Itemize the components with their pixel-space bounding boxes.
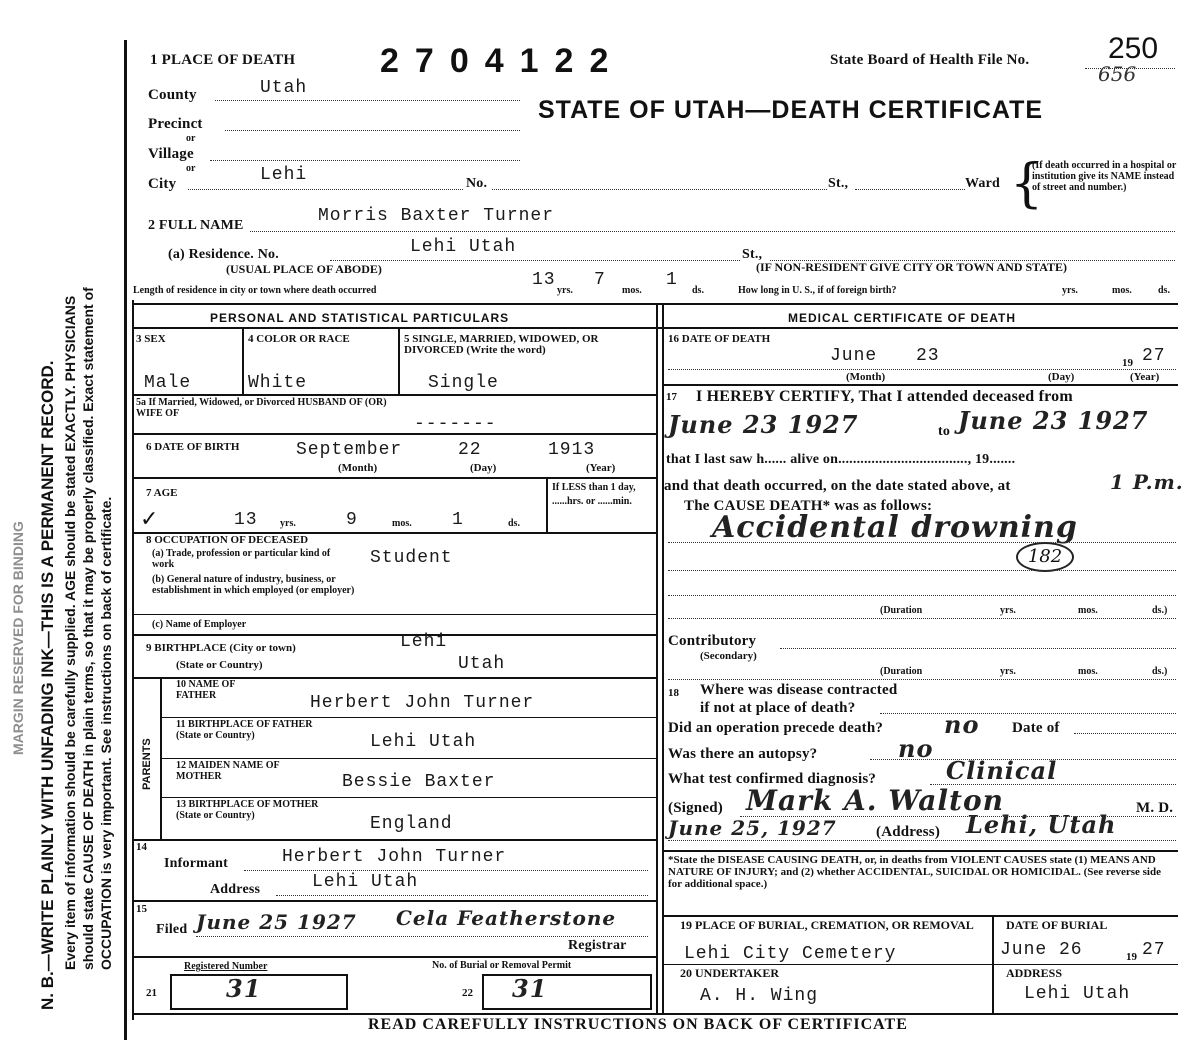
- age-years: 13: [234, 510, 258, 530]
- age-days: 1: [452, 510, 464, 530]
- attended-to-label: to: [938, 424, 951, 439]
- file-no-label: State Board of Health File No.: [830, 52, 1030, 68]
- row-divider-5: [132, 614, 656, 615]
- burial-place-label: 19 PLACE OF BURIAL, CREMATION, OR REMOVAL: [680, 918, 974, 932]
- duration-label-2: (Duration: [880, 666, 923, 677]
- certificate-title: STATE OF UTAH—DEATH CERTIFICATE: [538, 96, 1044, 124]
- residence-length-yrs: 13: [532, 270, 556, 290]
- md-label: M. D.: [1136, 800, 1174, 816]
- occupation-b-label: (b) General nature of industry, business, or establishment in which employed (or employer): [152, 574, 355, 596]
- or-2: or: [186, 163, 196, 174]
- place-of-death-label: 1 PLACE OF DEATH: [150, 52, 296, 68]
- age-checkmark: ✓: [140, 506, 159, 531]
- certify-number: 17: [666, 391, 677, 403]
- last-saw-text: that I last saw h...... alive on..................................., 19.......: [666, 452, 1016, 467]
- birthplace-label: 9 BIRTHPLACE (City or town): [146, 642, 296, 654]
- duration-ds-2: ds.): [1152, 666, 1168, 677]
- row-divider-1: [132, 394, 656, 396]
- row-divider-2: [132, 433, 656, 435]
- spouse-value: -------: [414, 414, 497, 434]
- date-of-death-label: 16 DATE OF DEATH: [668, 333, 771, 345]
- row-divider-11: [132, 839, 656, 841]
- ward-label: Ward: [965, 176, 1001, 191]
- father-name: Herbert John Turner: [310, 693, 535, 713]
- residence-value: Lehi Utah: [410, 237, 517, 257]
- dob-label: 6 DATE OF BIRTH: [146, 441, 240, 453]
- burial-year-prefix: 19: [1126, 951, 1137, 963]
- certificate-number: 2704122: [380, 42, 625, 80]
- dod-year-prefix: 19: [1122, 357, 1133, 369]
- med-row-divider-3: [662, 915, 1178, 917]
- duration-yrs-2: yrs.: [1000, 666, 1016, 677]
- med-row-divider-4: [662, 964, 1178, 965]
- physician-signature: Mark A. Walton: [746, 784, 1005, 817]
- registrar-label: Registrar: [568, 938, 627, 953]
- address-line: [668, 840, 1176, 841]
- age-days-label: ds.: [508, 518, 520, 529]
- informant-address-line: [276, 895, 648, 896]
- dob-month: September: [296, 440, 403, 460]
- hospital-note: (If death occurred in a hospital or institution give its NAME instead of street and number.): [1032, 160, 1177, 193]
- residence-label: (a) Residence. No.: [168, 247, 279, 262]
- cause-code-circle: 182: [1016, 542, 1074, 572]
- side-note-line4: OCCUPATION is very important. See instructions on back of certificate.: [98, 496, 114, 970]
- duration-line-2: [668, 679, 1176, 680]
- county-line: [215, 100, 520, 101]
- operation-date-label: Date of: [1012, 720, 1060, 736]
- duration-mos-2: mos.: [1078, 666, 1098, 677]
- precinct-line: [225, 130, 520, 131]
- registered-number-value: 31: [226, 974, 262, 1003]
- father-birthplace-label: 11 BIRTHPLACE OF FATHER (State or Country): [176, 719, 313, 741]
- q18-text-b: if not at place of death?: [700, 700, 856, 716]
- q18-line: [880, 713, 1176, 714]
- left-frame-line-inner: [132, 300, 134, 1020]
- side-note-line2: Every item of information should be carefully supplied. AGE should be stated EXACTLY. PHYSICIANS: [62, 295, 78, 970]
- signed-line: [740, 816, 1176, 817]
- header-divider: [132, 303, 1178, 305]
- marital-value: Single: [428, 373, 499, 393]
- residence-length-mos: 7: [594, 270, 606, 290]
- undertaker-address-label: ADDRESS: [1006, 966, 1063, 980]
- full-name-value: Morris Baxter Turner: [318, 206, 555, 226]
- dob-day-caption: (Day): [470, 462, 497, 474]
- row-divider-12: [132, 900, 656, 902]
- burial-permit-value: 31: [512, 974, 548, 1003]
- city-value: Lehi: [260, 165, 308, 185]
- street-no-line: [492, 189, 827, 190]
- side-note-line3: should state CAUSE OF DEATH in plain terms, so that it may be properly classified. Exact statement of: [80, 287, 96, 970]
- residence-st-label: St.,: [742, 247, 763, 262]
- informant-value: Herbert John Turner: [282, 847, 507, 867]
- registrar-signature: Cela Featherstone: [396, 906, 617, 930]
- marital-label: 5 SINGLE, MARRIED, WIDOWED, OR DIVORCED (Write the word): [404, 333, 599, 356]
- village-line: [210, 160, 520, 161]
- med-row-divider-1: [662, 384, 1178, 386]
- dod-day: 23: [916, 346, 940, 366]
- us-length-label: How long in U. S., if of foreign birth?: [738, 285, 897, 296]
- sex-value: Male: [144, 373, 192, 393]
- row-divider-6: [132, 634, 656, 636]
- dob-year: 1913: [548, 440, 596, 460]
- death-time: 1 P.m.: [1110, 470, 1184, 494]
- signed-label: (Signed): [668, 800, 723, 816]
- occupation-value: Student: [370, 548, 453, 568]
- operation-answer: no: [944, 710, 980, 739]
- color-marital-divider: [398, 327, 400, 394]
- left-frame-line: [124, 40, 127, 1040]
- cause-of-death: Accidental drowning: [712, 510, 1078, 545]
- medical-section-title: MEDICAL CERTIFICATE OF DEATH: [788, 311, 1016, 325]
- us-mos-label: mos.: [1112, 285, 1132, 296]
- residence-length-mos-label: mos.: [622, 285, 642, 296]
- side-note-line1: N. B.—WRITE PLAINLY WITH UNFADING INK—THIS IS A PERMANENT RECORD.: [38, 360, 57, 1010]
- row-divider-13: [132, 956, 656, 958]
- cause-line-2: [668, 570, 1176, 571]
- street-label: St.,: [828, 176, 849, 191]
- mother-birthplace-label: 13 BIRTHPLACE OF MOTHER (State or Country): [176, 799, 319, 821]
- operation-date-line: [1074, 733, 1176, 734]
- informant-number: 14: [136, 841, 147, 853]
- dob-day: 22: [458, 440, 482, 460]
- dod-month: June: [830, 346, 878, 366]
- burial-permit-box: [482, 974, 652, 1010]
- filed-line: [196, 936, 648, 937]
- spouse-label: 5a If Married, Widowed, or Divorced HUSBAND OF (OR) WIFE OF: [136, 397, 387, 419]
- precinct-label: Precinct: [148, 116, 203, 132]
- county-value: Utah: [260, 78, 308, 98]
- dod-month-caption: (Month): [846, 371, 886, 383]
- residence-length-ds: 1: [666, 270, 678, 290]
- duration-label-1: (Duration: [880, 605, 923, 616]
- file-no-dots: [1085, 68, 1175, 69]
- us-yrs-label: yrs.: [1062, 285, 1078, 296]
- file-number-handwritten: 656: [1098, 62, 1137, 86]
- nonresident-note: (IF NON-RESIDENT GIVE CITY OR TOWN AND STATE): [756, 260, 1068, 274]
- footer-instructions: READ CAREFULLY INSTRUCTIONS ON BACK OF CERTIFICATE: [368, 1016, 908, 1033]
- lessthan-divider: [546, 477, 548, 532]
- q18-text: Where was disease contracted: [700, 682, 898, 698]
- certify-text: I HEREBY CERTIFY, That I attended deceased from: [696, 388, 1073, 405]
- street-line: [855, 189, 965, 190]
- burial-place: Lehi City Cemetery: [684, 944, 897, 964]
- informant-address: Lehi Utah: [312, 872, 419, 892]
- cause-line-3: [668, 595, 1176, 596]
- contributory-label: Contributory: [668, 633, 757, 649]
- sex-label: 3 SEX: [136, 333, 166, 345]
- parents-label: PARENTS: [141, 738, 153, 790]
- birthplace-state: Utah: [458, 654, 506, 674]
- mother-name-label: 12 MAIDEN NAME OF MOTHER: [176, 760, 280, 782]
- margin-binding-note: MARGIN RESERVED FOR BINDING: [10, 521, 26, 755]
- filed-number: 15: [136, 903, 147, 915]
- personal-section-title: PERSONAL AND STATISTICAL PARTICULARS: [210, 311, 510, 325]
- city-line: [188, 189, 463, 190]
- city-label: City: [148, 176, 177, 192]
- physician-address-label: (Address): [876, 824, 941, 840]
- father-birthplace: Lehi Utah: [370, 732, 477, 752]
- dod-year-caption: (Year): [1130, 371, 1160, 383]
- test-label: What test confirmed diagnosis?: [668, 771, 877, 787]
- usual-abode-note: (USUAL PLACE OF ABODE): [226, 262, 382, 276]
- age-months-label: mos.: [392, 518, 412, 529]
- undertaker: A. H. Wing: [700, 986, 819, 1006]
- physician-address: Lehi, Utah: [966, 810, 1117, 839]
- duration-line-1: [668, 618, 1176, 619]
- color-label: 4 COLOR OR RACE: [248, 333, 350, 345]
- lessthan-note: If LESS than 1 day, ......hrs. or ......min.: [552, 482, 636, 507]
- village-label: Village: [148, 146, 194, 162]
- residence-length-ds-label: ds.: [692, 285, 704, 296]
- full-name-line: [250, 231, 1175, 232]
- dob-month-caption: (Month): [338, 462, 378, 474]
- cause-line-1: [668, 542, 1176, 543]
- registered-number-index: 21: [146, 987, 157, 999]
- burial-permit-index: 22: [462, 987, 473, 999]
- duration-mos-1: mos.: [1078, 605, 1098, 616]
- autopsy-label: Was there an autopsy?: [668, 746, 818, 762]
- us-ds-label: ds.: [1158, 285, 1170, 296]
- attended-to: June 23 1927: [958, 406, 1149, 435]
- birthplace-state-label: (State or Country): [176, 659, 263, 671]
- duration-yrs-1: yrs.: [1000, 605, 1016, 616]
- cause-label: The CAUSE DEATH* was as follows:: [684, 498, 933, 514]
- dod-year: 27: [1142, 346, 1166, 366]
- burial-date-label: DATE OF BURIAL: [1006, 918, 1108, 932]
- bottom-frame-line: [132, 1013, 1178, 1015]
- filed-date: June 25 1927: [196, 910, 357, 934]
- cause-footnote: *State the DISEASE CAUSING DEATH, or, in deaths from VIOLENT CAUSES state (1) MEANS AND NATURE OF INJURY; and (2) whether ACCIDENTAL, SUICIDAL OR HOMICIDAL. (See reverse side for additional space.): [668, 854, 1161, 890]
- dod-day-caption: (Day): [1048, 371, 1075, 383]
- birthplace-city: Lehi: [400, 632, 448, 652]
- filed-label: Filed: [156, 922, 188, 937]
- burial-permit-label: No. of Burial or Removal Permit: [432, 960, 572, 971]
- attended-from: June 23 1927: [668, 410, 859, 439]
- center-divider: [656, 303, 658, 1015]
- full-name-label: 2 FULL NAME: [148, 218, 244, 233]
- secondary-label: (Secondary): [700, 650, 757, 662]
- age-label: 7 AGE: [146, 487, 178, 499]
- signed-date: June 25, 1927: [668, 816, 837, 840]
- informant-line: [244, 870, 648, 871]
- occupation-a-label: (a) Trade, profession or particular kind of work: [152, 548, 331, 570]
- test-answer: Clinical: [946, 756, 1058, 785]
- informant-label: Informant: [164, 856, 229, 871]
- age-years-label: yrs.: [280, 518, 296, 529]
- autopsy-answer: no: [898, 734, 934, 763]
- age-months: 9: [346, 510, 358, 530]
- operation-label: Did an operation precede death?: [668, 720, 884, 736]
- residence-line: [330, 260, 740, 261]
- duration-ds-1: ds.): [1152, 605, 1168, 616]
- occupation-label: 8 OCCUPATION OF DECEASED: [146, 534, 309, 546]
- burial-year: 27: [1142, 940, 1166, 960]
- residence-length-yrs-label: yrs.: [557, 285, 573, 296]
- row-divider-3: [132, 477, 656, 479]
- row-divider-8: [160, 717, 656, 718]
- mother-name: Bessie Baxter: [342, 772, 496, 792]
- or-1: or: [186, 133, 196, 144]
- undertaker-label: 20 UNDERTAKER: [680, 966, 780, 980]
- residence-length-label: Length of residence in city or town where death occurred: [133, 285, 377, 296]
- sex-color-divider: [242, 327, 244, 394]
- dob-year-caption: (Year): [586, 462, 616, 474]
- dod-line: [668, 369, 1176, 370]
- father-name-label: 10 NAME OF FATHER: [176, 679, 236, 701]
- file-number: 250: [1108, 32, 1159, 65]
- hospital-brace: {: [1010, 154, 1044, 214]
- informant-address-label: Address: [210, 882, 261, 897]
- county-label: County: [148, 87, 197, 103]
- med-row-divider-2: [662, 850, 1178, 852]
- section-title-underline: [132, 327, 1178, 329]
- death-occurred-text: and that death occurred, on the date stated above, at: [664, 478, 1011, 494]
- color-value: White: [248, 373, 308, 393]
- center-divider-2: [662, 303, 664, 1015]
- row-divider-10: [160, 797, 656, 798]
- q18-number: 18: [668, 687, 679, 699]
- contributory-line: [780, 648, 1176, 649]
- undertaker-address: Lehi Utah: [1024, 984, 1131, 1004]
- street-no-label: No.: [466, 176, 488, 191]
- employer-label: (c) Name of Employer: [152, 619, 247, 630]
- burial-date: June 26: [1000, 940, 1083, 960]
- registered-number-label: Registered Number: [184, 961, 268, 972]
- row-divider-9: [160, 758, 656, 759]
- mother-birthplace: England: [370, 814, 453, 834]
